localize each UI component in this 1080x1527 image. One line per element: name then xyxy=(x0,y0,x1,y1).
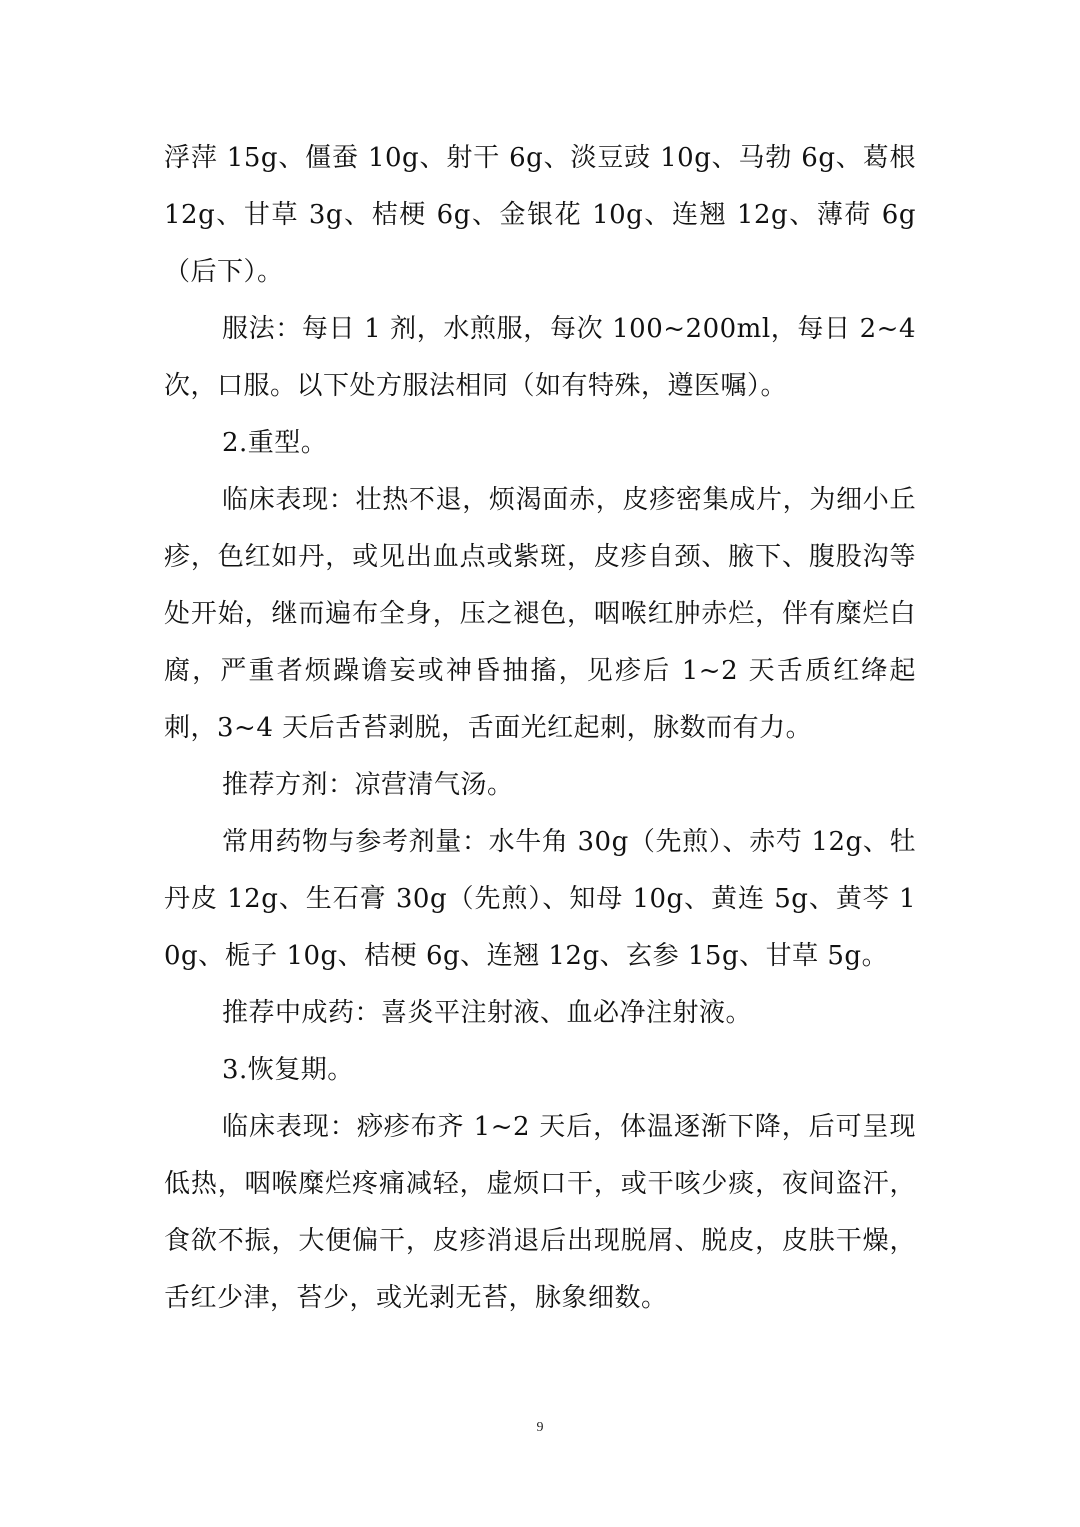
document-body xyxy=(164,130,916,1327)
page-number: 9 xyxy=(536,1420,544,1435)
paragraph-usage: 服法：每日 1 剂，水煎服，每次 100~200ml，每日 2~4 次，口服。以下处方服法相同（如有特殊，遵医嘱）。 xyxy=(164,314,916,401)
section-heading-recovery: 3.恢复期。 xyxy=(222,1055,354,1085)
paragraph-severe-prescription: 推荐方剂：凉营清气汤。 xyxy=(222,770,514,800)
paragraph-severe-clinical: 临床表现：壮热不退，烦渴面赤，皮疹密集成片，为细小丘疹，色红如丹，或见出血点或紫斑，皮疹自颈、腋下、腹股沟等处开始，继而遍布全身，压之褪色，咽喉红肿赤烂，伴有糜烂白腐，严重者烦躁谵妄或神昏抽搐，见疹后 1~2 天舌质红绛起刺，3~4 天后舌苔剥脱，舌面光红起刺，脉数而有力。 xyxy=(164,485,916,743)
paragraph-recovery-clinical: 临床表现：痧疹布齐 1~2 天后，体温逐渐下降，后可呈现低热，咽喉糜烂疼痛减轻，虚烦口干，或干咳少痰，夜间盗汗，食欲不振，大便偏干，皮疹消退后出现脱屑、脱皮，皮肤干燥，舌红少津，苔少，或光剥无苔，脉象细数。 xyxy=(164,1112,916,1313)
section-heading-severe: 2.重型。 xyxy=(222,428,328,458)
paragraph-severe-herbs: 常用药物与参考剂量：水牛角 30g（先煎）、赤芍 12g、牡丹皮 12g、生石膏 30g（先煎）、知母 10g、黄连 5g、黄芩 10g、栀子 10g、桔梗 6g、连翘 12g、玄参 15g、甘草 5g。 xyxy=(164,827,916,971)
paragraph-herbs-continued: 浮萍 15g、僵蚕 10g、射干 6g、淡豆豉 10g、马勃 6g、葛根 12g、甘草 3g、桔梗 6g、金银花 10g、连翘 12g、薄荷 6g（后下）。 xyxy=(164,143,916,287)
paragraph-severe-patent-medicine: 推荐中成药：喜炎平注射液、血必净注射液。 xyxy=(222,998,753,1028)
